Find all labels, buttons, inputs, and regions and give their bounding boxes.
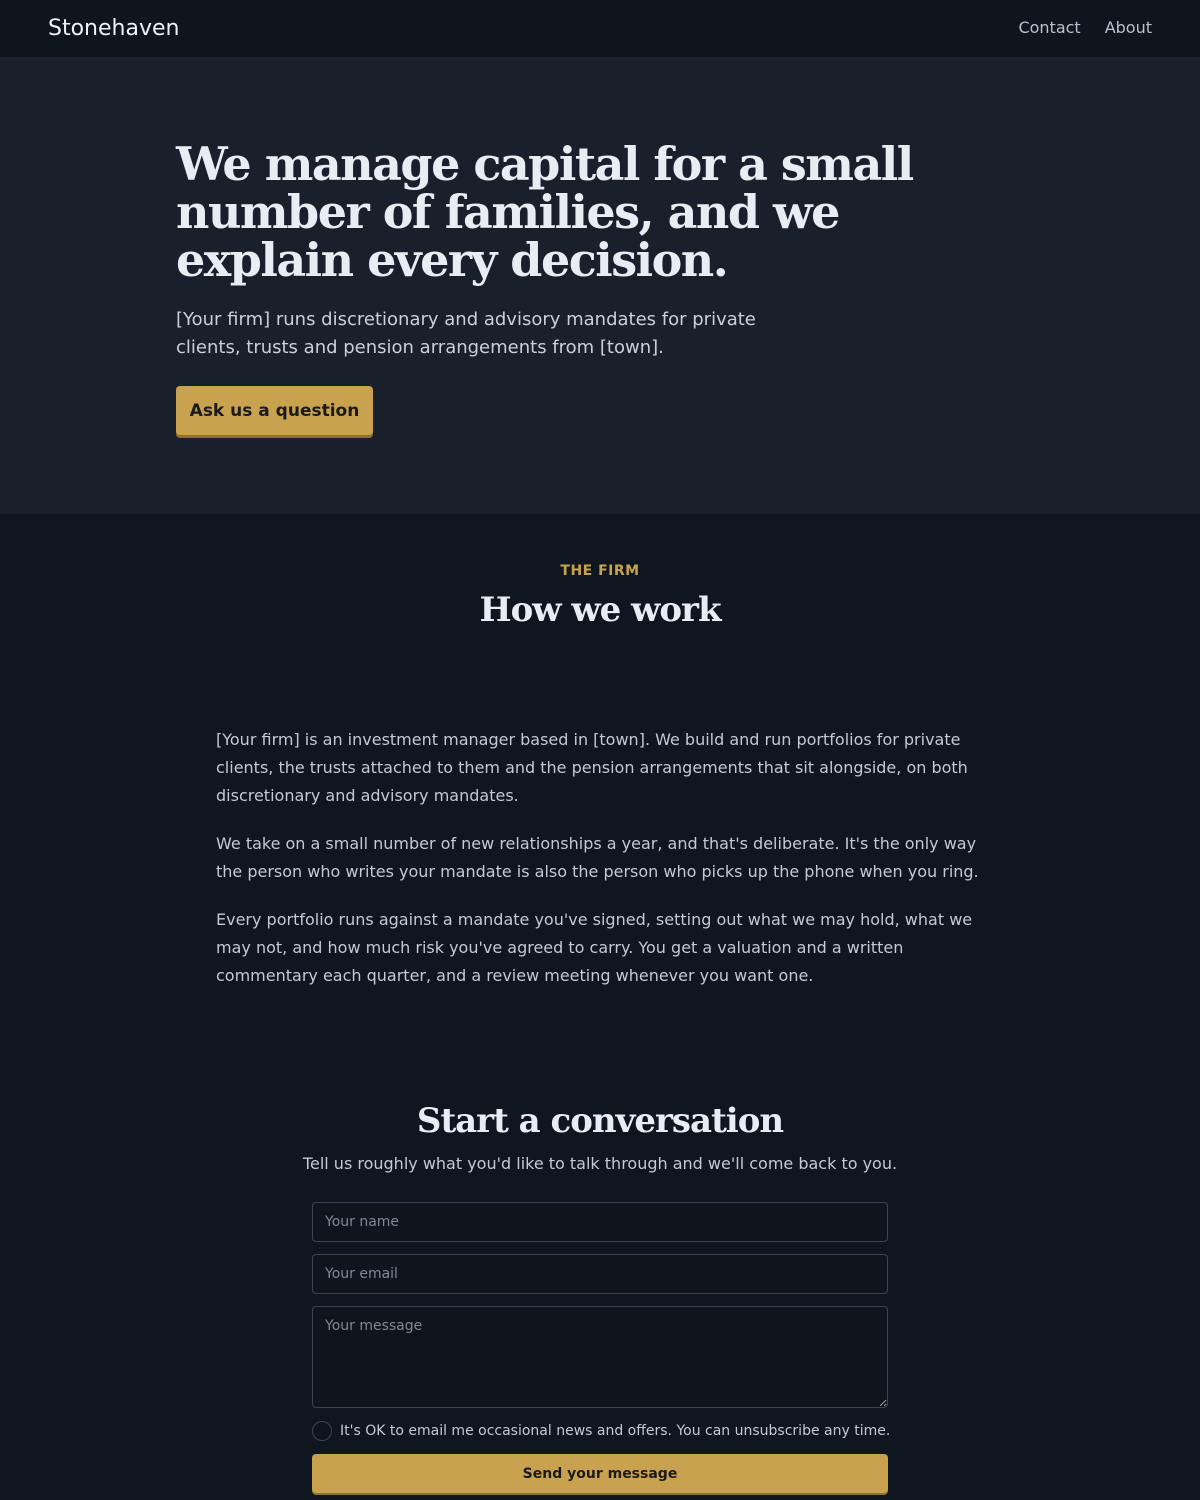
firm-paragraph: Every portfolio runs against a mandate you've signed, setting out what we may hold, what we may not, and how much risk you've agreed to carry. You get a valuation and a written commentary each quarter, and a review meeting whenever you want one. xyxy=(216,910,973,985)
name-input[interactable] xyxy=(312,1202,888,1242)
ask-question-button[interactable]: Ask us a question xyxy=(176,386,373,435)
contact-subtitle: Tell us roughly what you'd like to talk through and we'll come back to you. xyxy=(302,1154,898,1173)
email-input[interactable] xyxy=(312,1254,888,1294)
nav-link-about[interactable]: About xyxy=(1104,18,1152,37)
top-nav-bar xyxy=(0,0,1200,58)
firm-paragraph: We take on a small number of new relationships a year, and that's deliberate. It's the only way the person who writes your mandate is also the person who picks up the phone when you ring. xyxy=(216,834,979,881)
firm-kicker: THE FIRM xyxy=(560,563,640,579)
consent-label[interactable]: It's OK to email me occasional news and offers. You can unsubscribe any time. xyxy=(340,1423,891,1439)
consent-checkbox[interactable] xyxy=(312,1421,332,1441)
message-textarea[interactable] xyxy=(312,1306,888,1408)
main-nav xyxy=(1018,18,1152,38)
firm-paragraph: [Your firm] is an investment manager based in [town]. We build and run portfolios for private clients, the trusts attached to them and the pension arrangements that sit alongside, on both discretionary and advisory mandates. xyxy=(216,730,968,805)
firm-title: How we work xyxy=(479,590,721,630)
contact-title: Start a conversation xyxy=(416,1101,784,1141)
brand-logo[interactable]: Stonehaven xyxy=(48,16,180,41)
hero-title: We manage capital for a small number of families, and we explain every decision. xyxy=(176,137,913,287)
hero-subtitle: [Your firm] runs discretionary and advisory mandates for private clients, trusts and pension arrangements from [town]. xyxy=(176,309,756,358)
nav-link-contact[interactable]: Contact xyxy=(1018,18,1081,37)
firm-body xyxy=(216,726,986,1010)
consent-row xyxy=(312,1420,890,1442)
send-message-button[interactable]: Send your message xyxy=(312,1454,888,1493)
hero-section xyxy=(0,58,1200,514)
